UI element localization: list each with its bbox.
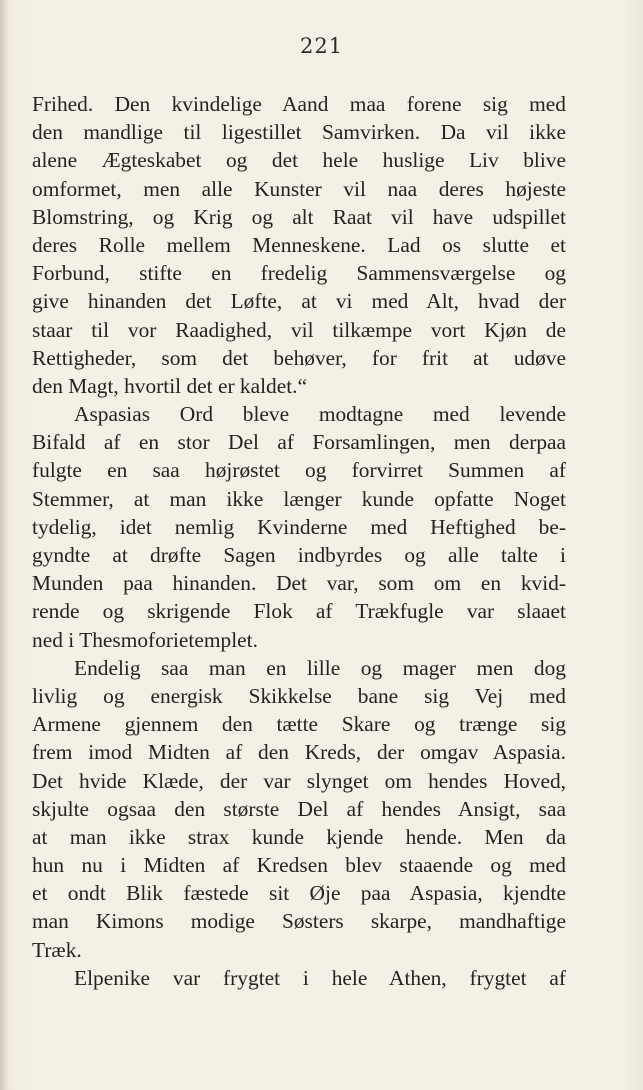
text-line: den Magt, hvortil det er kaldet.“	[32, 373, 308, 398]
text-line: Blomstring, og Krig og alt Raat vil have udspillet	[32, 204, 566, 229]
text-line: livlig og energisk Skikkelse bane sig Vej med	[32, 683, 566, 708]
text-line: fulgte en saa højrøstet og forvirret Summen af	[32, 458, 566, 483]
text-line: hun nu i Midten af Kredsen blev staaende og med	[32, 853, 566, 878]
text-line: give hinanden det Løfte, at vi med Alt, hvad der	[32, 289, 566, 314]
text-line: skjulte ogsaa den største Del af hendes Ansigt, saa	[32, 796, 566, 821]
text-line: ned i Thesmoforietemplet.	[32, 627, 258, 652]
text-line: at man ikke strax kunde kjende hende. Men da	[32, 824, 566, 849]
text-line: Armene gjennem den tætte Skare og trænge sig	[32, 712, 566, 737]
text-line: Frihed. Den kvindelige Aand maa forene sig med	[32, 92, 566, 116]
text-line: frem imod Midten af den Kreds, der omgav Aspasia.	[32, 740, 566, 765]
text-line: Rettigheder, som det behøver, for frit at udøve	[32, 345, 566, 370]
text-line: Munden paa hinanden. Det var, som om en kvid-	[32, 571, 566, 596]
text-line: Endelig saa man en lille og mager men dog	[74, 655, 566, 680]
page-number: 221	[299, 34, 344, 58]
text-line: man Kimons modige Søsters skarpe, mandhaftige	[32, 909, 566, 934]
text-line: et ondt Blik fæstede sit Øje paa Aspasia, kjendte	[32, 881, 566, 906]
text-line: Forbund, stifte en fredelig Sammensværgelse og	[32, 261, 566, 286]
text-line: Det hvide Klæde, der var slynget om hendes Hoved,	[32, 768, 566, 793]
text-line: Elpenike var frygtet i hele Athen, frygtet af	[74, 965, 566, 990]
text-line: Stemmer, at man ikke længer kunde opfatte Noget	[32, 486, 566, 511]
text-line: Bifald af en stor Del af Forsamlingen, men derpaa	[32, 430, 566, 455]
page-spine-shadow	[0, 0, 8, 1090]
text-line: tydelig, idet nemlig Kvinderne med Heftighed be-	[32, 514, 566, 539]
page-body-text	[32, 90, 566, 992]
text-line: alene Ægteskabet og det hele huslige Liv blive	[32, 148, 566, 173]
text-line: gyndte at drøfte Sagen indbyrdes og alle talte i	[32, 543, 566, 567]
text-line: Aspasias Ord bleve modtagne med levende	[74, 402, 566, 427]
text-line: Træk.	[32, 937, 82, 962]
text-line: den mandlige til ligestillet Samvirken. Da vil ikke	[32, 120, 566, 145]
text-line: rende og skrigende Flok af Trækfugle var slaaet	[32, 599, 566, 624]
text-line: deres Rolle mellem Menneskene. Lad os slutte et	[32, 232, 566, 257]
text-line: omformet, men alle Kunster vil naa deres højeste	[32, 176, 566, 201]
text-line: staar til vor Raadighed, vil tilkæmpe vort Kjøn de	[32, 317, 566, 342]
